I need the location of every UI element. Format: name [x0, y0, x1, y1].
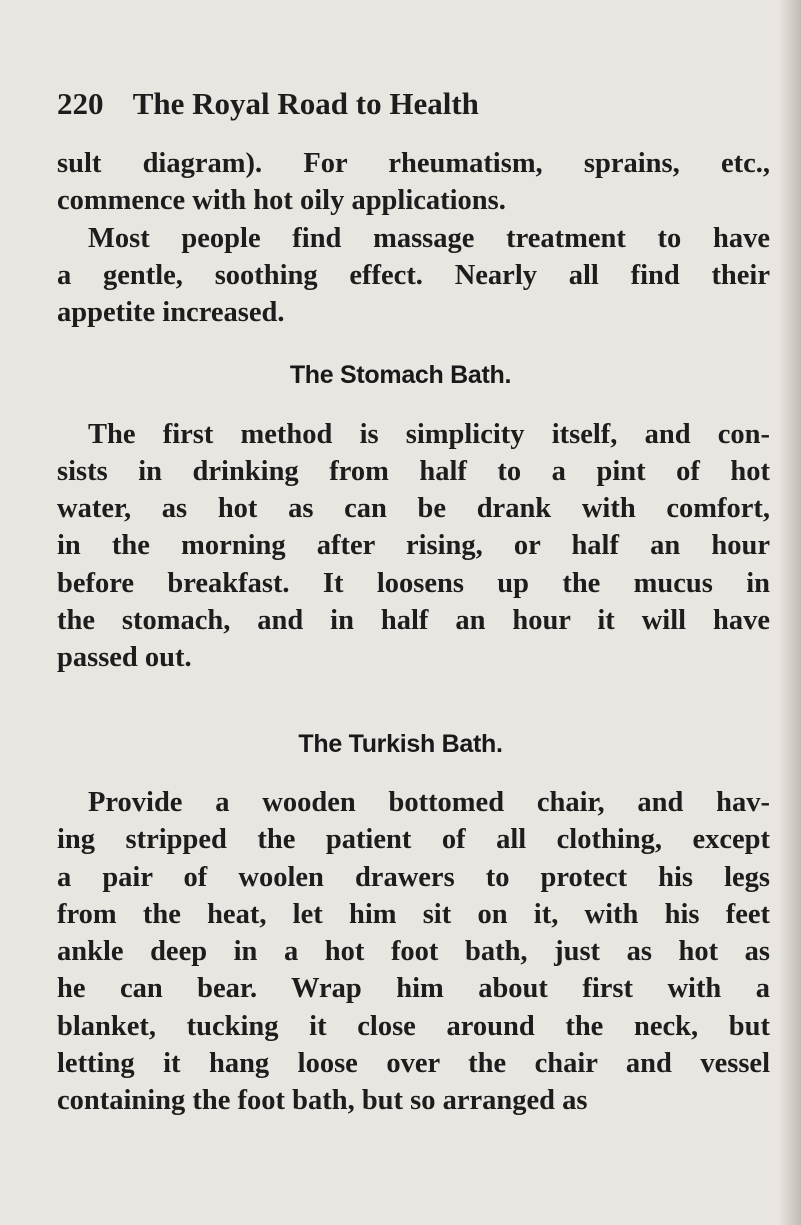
- text-line: containing the foot bath, but so arranged as: [57, 1085, 588, 1116]
- text-line: sult diagram). For rheumatism, sprains, etc.,: [57, 148, 770, 179]
- running-title: The Royal Road to Health: [132, 86, 479, 121]
- text-line: blanket, tucking it close around the neck, but: [57, 1011, 770, 1042]
- text-line: letting it hang loose over the chair and vessel: [57, 1048, 770, 1079]
- text-line: from the heat, let him sit on it, with his feet: [57, 899, 770, 930]
- text-line: appetite increased.: [57, 297, 285, 328]
- text-line: Provide a wooden bottomed chair, and hav-: [88, 787, 770, 818]
- text-line: the stomach, and in half an hour it will have: [57, 605, 770, 636]
- text-line: in the morning after rising, or half an hour: [57, 530, 770, 561]
- text-line: ankle deep in a hot foot bath, just as hot as: [57, 936, 770, 967]
- page-edge-shadow: [779, 0, 801, 1225]
- page-number: 220: [57, 86, 104, 121]
- text-line: sists in drinking from half to a pint of hot: [57, 456, 770, 487]
- text-line: The first method is simplicity itself, and con-: [88, 419, 770, 450]
- text-line: Most people find massage treatment to have: [88, 223, 770, 254]
- text-line: a gentle, soothing effect. Nearly all find their: [57, 260, 770, 291]
- text-line: he can bear. Wrap him about first with a: [57, 973, 770, 1004]
- page-header: [57, 86, 617, 122]
- text-line: a pair of woolen drawers to protect his legs: [57, 862, 770, 893]
- text-line: ing stripped the patient of all clothing, except: [57, 824, 770, 855]
- text-line: water, as hot as can be drank with comfort,: [57, 493, 770, 524]
- section-heading: The Turkish Bath.: [298, 730, 503, 758]
- text-line: before breakfast. It loosens up the mucus in: [57, 568, 770, 599]
- section-heading: The Stomach Bath.: [289, 361, 512, 389]
- text-line: commence with hot oily applications.: [57, 185, 506, 216]
- text-line: passed out.: [57, 642, 192, 673]
